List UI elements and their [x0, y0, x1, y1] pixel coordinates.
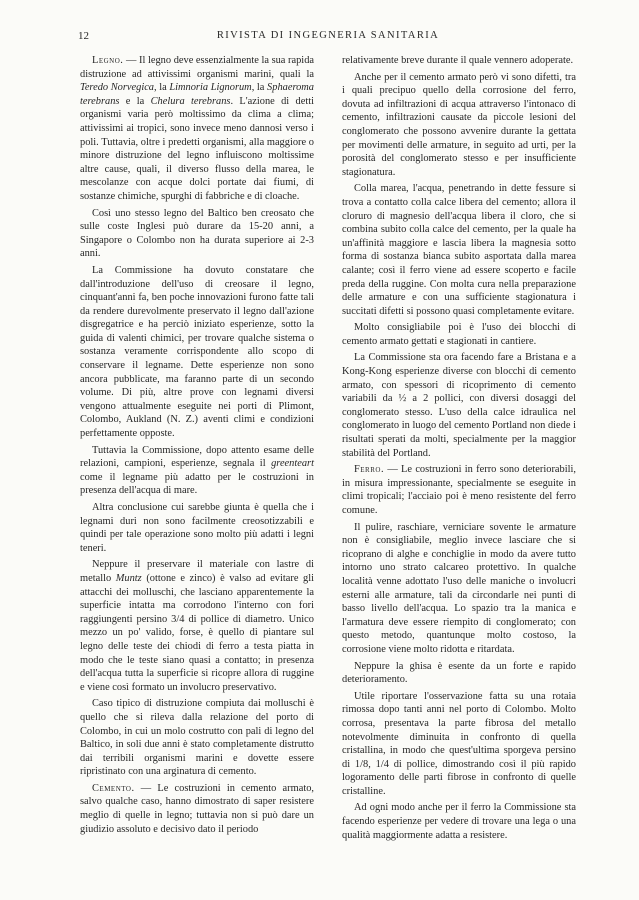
paragraph: Così uno stesso legno del Baltico ben creosato che sulle coste Inglesi può durare da 15-20 anni, a Singapore o Colombo non ha durata superiore ai 2-3 anni.	[80, 207, 314, 260]
section-lead-legno: Legno.	[92, 55, 124, 66]
paragraph: Colla marea, l'acqua, penetrando in dette fessure si trova a contatto colla calce libera del cemento; allora il cloruro di magnesio dell'acqua libera il cloro, che si combina subito colla calce del cemento, per la quale ha un'affinità maggiore e lascia libera la magnesia sotto forma di sostanza bianca subito asportata dalla marea calante; così il ferro viene ad essere scoperto e facile preda della ruggine. Con molta cura nella preparazione delle armature e con una sufficiente stagionatura i succitati difetti si possono quasi completamente evitare.	[342, 183, 576, 317]
species-name: Sphaeroma terebrans	[80, 82, 314, 107]
paragraph: Altra conclusione cui sarebbe giunta è quella che i legnami duri non sono facilmente creosotizzabili e quindi per tale operazione sono molto più adatti i legni teneri.	[80, 502, 314, 554]
page-header	[78, 30, 578, 46]
paragraph-legno: Legno. — Il legno deve essenzialmente la sua rapida distruzione ad attivissimi organismi marini, quali la Teredo Norvegica, la Limnoria Lignorum, la Sphaeroma terebrans e la Chelura terebrans. L'azione di detti organismi varia però moltissimo da clima a clima; attivissimi ai tropici, sono invece meno dannosi verso i poli. Tuttavia, oltre i predetti organismi, alla maggiore o minore distruzione del legno influiscono moltissime altre cause, quali, il diverso flusso della marea, le mescolanze con acque dolci portate dai fiumi, di sostanze chimiche, spurghi di fabbriche e di cloache.	[80, 55, 314, 202]
right-column	[342, 54, 576, 845]
species-name: Chelura terebrans	[150, 95, 231, 107]
paragraph: Tuttavia la Commissione, dopo attento esame delle relazioni, campioni, esperienze, segnala il greenteart come il legname più adatto per le costruzioni in presenza dell'acqua di mare.	[80, 444, 314, 497]
metal-name: Muntz	[115, 572, 142, 584]
section-lead-cemento: Cemento.	[92, 782, 135, 794]
paragraph: Il pulire, raschiare, verniciare sovente le armature non è consigliabile, meglio invece lasciare che si ricoprano di alghe e conchiglie in modo da avere tutto intorno uno strato calcareo protettivo. In qualche località venne adottato l'uso delle maniche o involucri esterni alle armature, tali da circondarle nei punti di basso livello dell'acqua. Lo spazio tra la manica e l'armatura deve essere riempito di conglomerato; con questo metodo, quantunque molto costoso, la corrosione viene molto ridotta e ritardata.	[342, 521, 576, 655]
species-name: Limnoria Lignorum	[169, 82, 252, 94]
paragraph: La Commissione ha dovuto constatare che dall'introduzione dell'uso di creosare il legno, cinquant'anni fa, ben poche innovazioni furono fatte tali da rendere durevolmente preservato il legno dall'azione disgregatrice e ha perciò iniziato esperienze, sotto la guida di valenti chimici, per trovare qualche sistema o sostanza veramente corrispondente allo scopo di conservare il legname. Dette esperienze non sono ancora pubblicate, ma faranno parte di un secondo volume. Di più, altre prove con legnami diversi vengono attualmente eseguite nei porti di Plimont, Colombo, Aukland (N. Z.) aventi climi e condizioni perfettamente opposte.	[80, 264, 314, 440]
paragraph: Utile riportare l'osservazione fatta su una rotaia rimossa dopo tanti anni nel porto di Colombo. Molto corrosa, presentava la parte fibrosa del metallo notevolmente diminuita in confronto di quella cristallina, in modo che quest'ultima sporgeva persino di 1/8, 1/4 di pollice, dimostrando così il più rapido logoramento delle parti fibrose in confronto di quelle cristalline.	[342, 690, 576, 797]
page-number: 12	[78, 30, 89, 42]
paragraph-continued: relativamente breve durante il quale vennero adoperate.	[342, 55, 574, 66]
paragraph: Neppure la ghisa è esente da un forte e rapido deterioramento.	[342, 660, 576, 686]
species-name: Teredo Norvegica	[80, 82, 155, 94]
left-column	[80, 54, 314, 839]
paragraph: Caso tipico di distruzione compiuta dai molluschi è quello che si rileva dalla relazione del porto di Colombo, in cui un molo costrutto con pali di legno del Baltico, in soli due anni è stato completamente distrutto dai terribili organismi marini e dovette essere ripristinato con una arginatura di cemento.	[80, 698, 314, 778]
paragraph-ferro: Ferro. — Le costruzioni in ferro sono deteriorabili, in misura impressionante, specialmente se eseguite in climi tropicali; l'acciaio poi è meno resistente del ferro comune.	[342, 464, 576, 516]
running-title: RIVISTA DI INGEGNERIA SANITARIA	[216, 30, 440, 41]
paragraph: La Commissione sta ora facendo fare a Bristana e a Kong-Kong esperienze diverse con blocchi di cemento armato, con spessori di ricoprimento di cemento variabili da ½ a 2 pollici, con diversi dosaggi del conglomerato stesso. L'uso della calce idraulica nel conglomerato in luogo del cemento Portland non diede i risultati sperati da molti, specialmente per la maggior stabilità del Portland.	[342, 352, 576, 459]
paragraph: Molto consigliabile poi è l'uso dei blocchi di cemento armato gettati e stagionati in cantiere.	[342, 322, 576, 347]
paragraph-cemento: Cemento. — Le costruzioni in cemento armato, salvo qualche caso, hanno dimostrato di saper resistere meglio di quelle in legno; tuttavia non si può dare un giudizio assoluto e decisivo dato il periodo	[80, 782, 314, 835]
paragraph: Neppure il preservare il materiale con lastre di metallo Muntz (ottone e zinco) è valso ad evitare gli attacchi dei molluschi, che lasciano apparentemente la superficie intatta ma corrodono l'interno con fori raggiungenti persino 3/4 di pollice di diametro. Unico mezzo un po' valido, forse, è quello di piantare sul legno delle teste dei chiodi di ferro a testa piatta in modo che le teste siano quasi a contatto; in presenza dell'acqua tutta la superficie si ricopre allora di ruggine e viene così formato un involucro preservativo.	[80, 559, 314, 693]
paragraph: Anche per il cemento armato però vi sono difetti, tra i quali precipuo quello della corrosione del ferro, dovuta ad infiltrazioni di acqua attraverso l'intonaco di cemento, infiltrazioni causate da piccole lesioni del conglomerato che possono avvenire durante la gettata per movimenti delle armature, in seguito ad urti, per la porosità del conglomerato stesso e per insufficiente stagionatura.	[342, 71, 576, 178]
paragraph: Ad ogni modo anche per il ferro la Commissione sta facendo esperienze per vedere di trovare una lega o una qualità maggiormente adatta a resistere.	[342, 802, 576, 841]
section-lead-ferro: Ferro.	[354, 464, 385, 476]
wood-name: greenteart	[271, 458, 314, 470]
